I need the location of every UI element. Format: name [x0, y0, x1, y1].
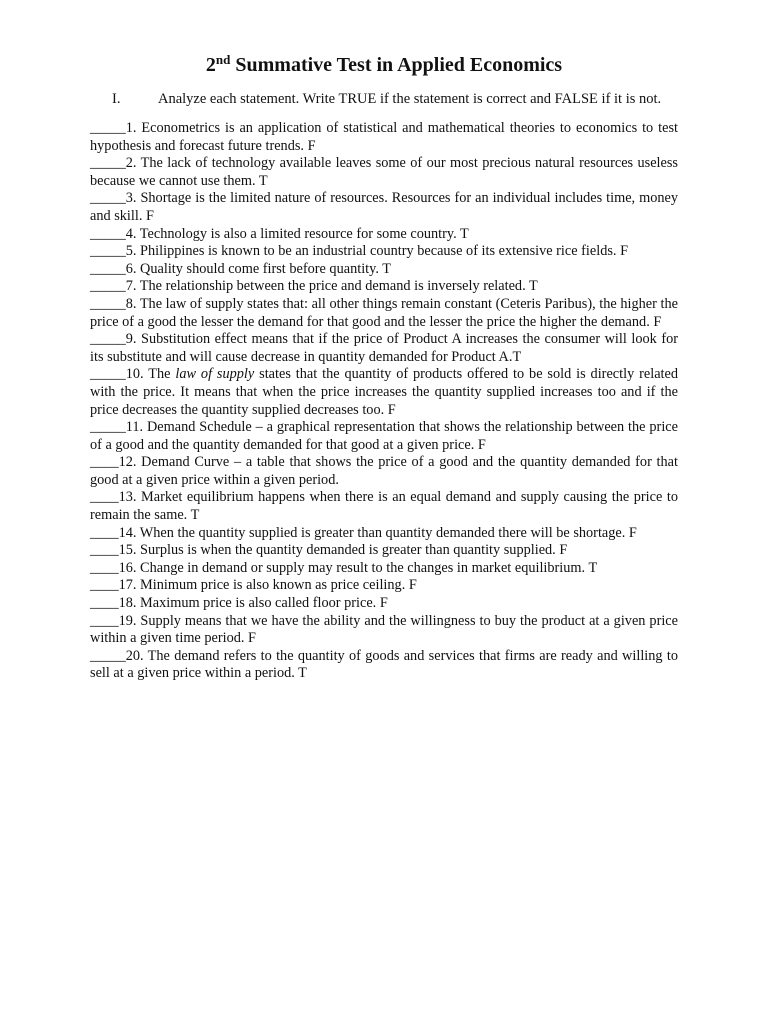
- answer-blank: _____: [90, 331, 126, 348]
- question-text-pre: 10. The: [125, 366, 176, 383]
- question-text: 20. The demand refers to the quantity of goods and services that firms are ready and willing to sell at a given price within a period. T: [90, 647, 678, 682]
- answer-blank: _____: [90, 419, 126, 436]
- question-text: 2. The lack of technology available leaves some of our most precious natural resources useless because we cannot use them. T: [90, 155, 678, 189]
- question-item: [90, 296, 678, 331]
- answer-blank: ____: [90, 595, 119, 612]
- instruction-text: Analyze each statement. Write TRUE if the statement is correct and FALSE if it is not.: [158, 91, 662, 107]
- question-text: 8. The law of supply states that: all other things remain constant (Ceteris Paribus), the higher the price of a good the lesser the demand for that good and the lesser the price the higher the demand. F: [90, 295, 678, 330]
- question-text: 14. When the quantity supplied is greater than quantity demanded there will be shortage. F: [118, 524, 637, 541]
- question-item: [90, 120, 678, 155]
- question-item: [90, 525, 678, 543]
- section-numeral: I.: [112, 91, 121, 107]
- answer-blank: _____: [90, 243, 126, 260]
- question-item: [90, 261, 678, 279]
- question-item: [90, 613, 678, 648]
- question-text: 7. The relationship between the price and demand is inversely related. T: [125, 278, 538, 295]
- answer-blank: _____: [90, 225, 126, 242]
- answer-blank: _____: [90, 120, 126, 136]
- question-text: 11. Demand Schedule – a graphical representation that shows the relationship between the price of a good and the quantity demanded for that good at a given price. F: [90, 419, 678, 453]
- question-text: 1. Econometrics is an application of statistical and mathematical theories to economics to test hypothesis and forecast future trends. F: [90, 120, 678, 154]
- question-item: [90, 577, 678, 595]
- question-text: 13. Market equilibrium happens when there is an equal demand and supply causing the price to remain the same. T: [90, 489, 678, 524]
- question-text: 9. Substitution effect means that if the price of Product A increases the consumer will look for its substitute and will cause decrease in quantity demanded for Product A.T: [90, 331, 678, 365]
- answer-blank: _____: [90, 190, 126, 207]
- question-text: 17. Minimum price is also known as price ceiling. F: [118, 577, 417, 594]
- answer-blank: ____: [90, 612, 119, 629]
- question-item: [90, 190, 678, 225]
- instruction-line: [90, 90, 678, 108]
- answer-blank: _____: [90, 155, 126, 172]
- answer-blank: ____: [90, 577, 119, 594]
- answer-blank: ____: [90, 542, 119, 559]
- question-item: [90, 243, 678, 261]
- answer-blank: ____: [90, 524, 119, 541]
- answer-blank: _____: [90, 260, 126, 277]
- question-text: 12. Demand Curve – a table that shows the price of a good and the quantity demanded for that good at a given price within a given period.: [90, 454, 678, 488]
- answer-blank: _____: [90, 278, 126, 295]
- question-item: [90, 331, 678, 366]
- question-item: [90, 454, 678, 489]
- question-item: [90, 366, 678, 419]
- question-item: [90, 155, 678, 190]
- question-text: 15. Surplus is when the quantity demanded is greater than quantity supplied. F: [118, 542, 568, 559]
- page-title: [90, 52, 678, 78]
- question-text-post: states that the quantity of products offered to be sold is directly related with the price. It means that when the price increases the quantity supplied increases too and if the price decreases the quantity supplied decreases too. F: [90, 366, 679, 418]
- answer-blank: _____: [90, 647, 126, 664]
- question-item: [90, 595, 678, 613]
- question-item: [90, 542, 678, 560]
- question-text: 18. Maximum price is also called floor price. F: [118, 595, 388, 612]
- question-text-italic: law of supply: [175, 366, 255, 383]
- title-prefix: 2: [205, 54, 216, 76]
- answer-blank: ____: [90, 489, 119, 506]
- question-text: 4. Technology is also a limited resource for some country. T: [125, 225, 469, 242]
- answer-blank: _____: [90, 295, 126, 312]
- question-text: 16. Change in demand or supply may result to the changes in market equilibrium. T: [118, 559, 598, 576]
- question-text: 5. Philippines is known to be an industrial country because of its extensive rice fields. F: [125, 243, 629, 260]
- title-superscript: nd: [215, 52, 231, 67]
- answer-blank: ____: [90, 559, 119, 576]
- question-item: [90, 560, 678, 578]
- question-item: [90, 226, 678, 244]
- question-text: 19. Supply means that we have the ability and the willingness to buy the product at a given price within a given time period. F: [90, 612, 678, 647]
- answer-blank: ____: [90, 454, 119, 471]
- question-list: [90, 120, 678, 683]
- question-item: [90, 648, 678, 683]
- question-item: [90, 489, 678, 524]
- title-rest: Summative Test in Applied Economics: [230, 54, 563, 76]
- question-text: 6. Quality should come first before quantity. T: [125, 260, 391, 277]
- answer-blank: _____: [90, 366, 126, 383]
- question-text: 3. Shortage is the limited nature of resources. Resources for an individual includes time, money and skill. F: [90, 190, 678, 224]
- question-item: [90, 419, 678, 454]
- question-item: [90, 278, 678, 296]
